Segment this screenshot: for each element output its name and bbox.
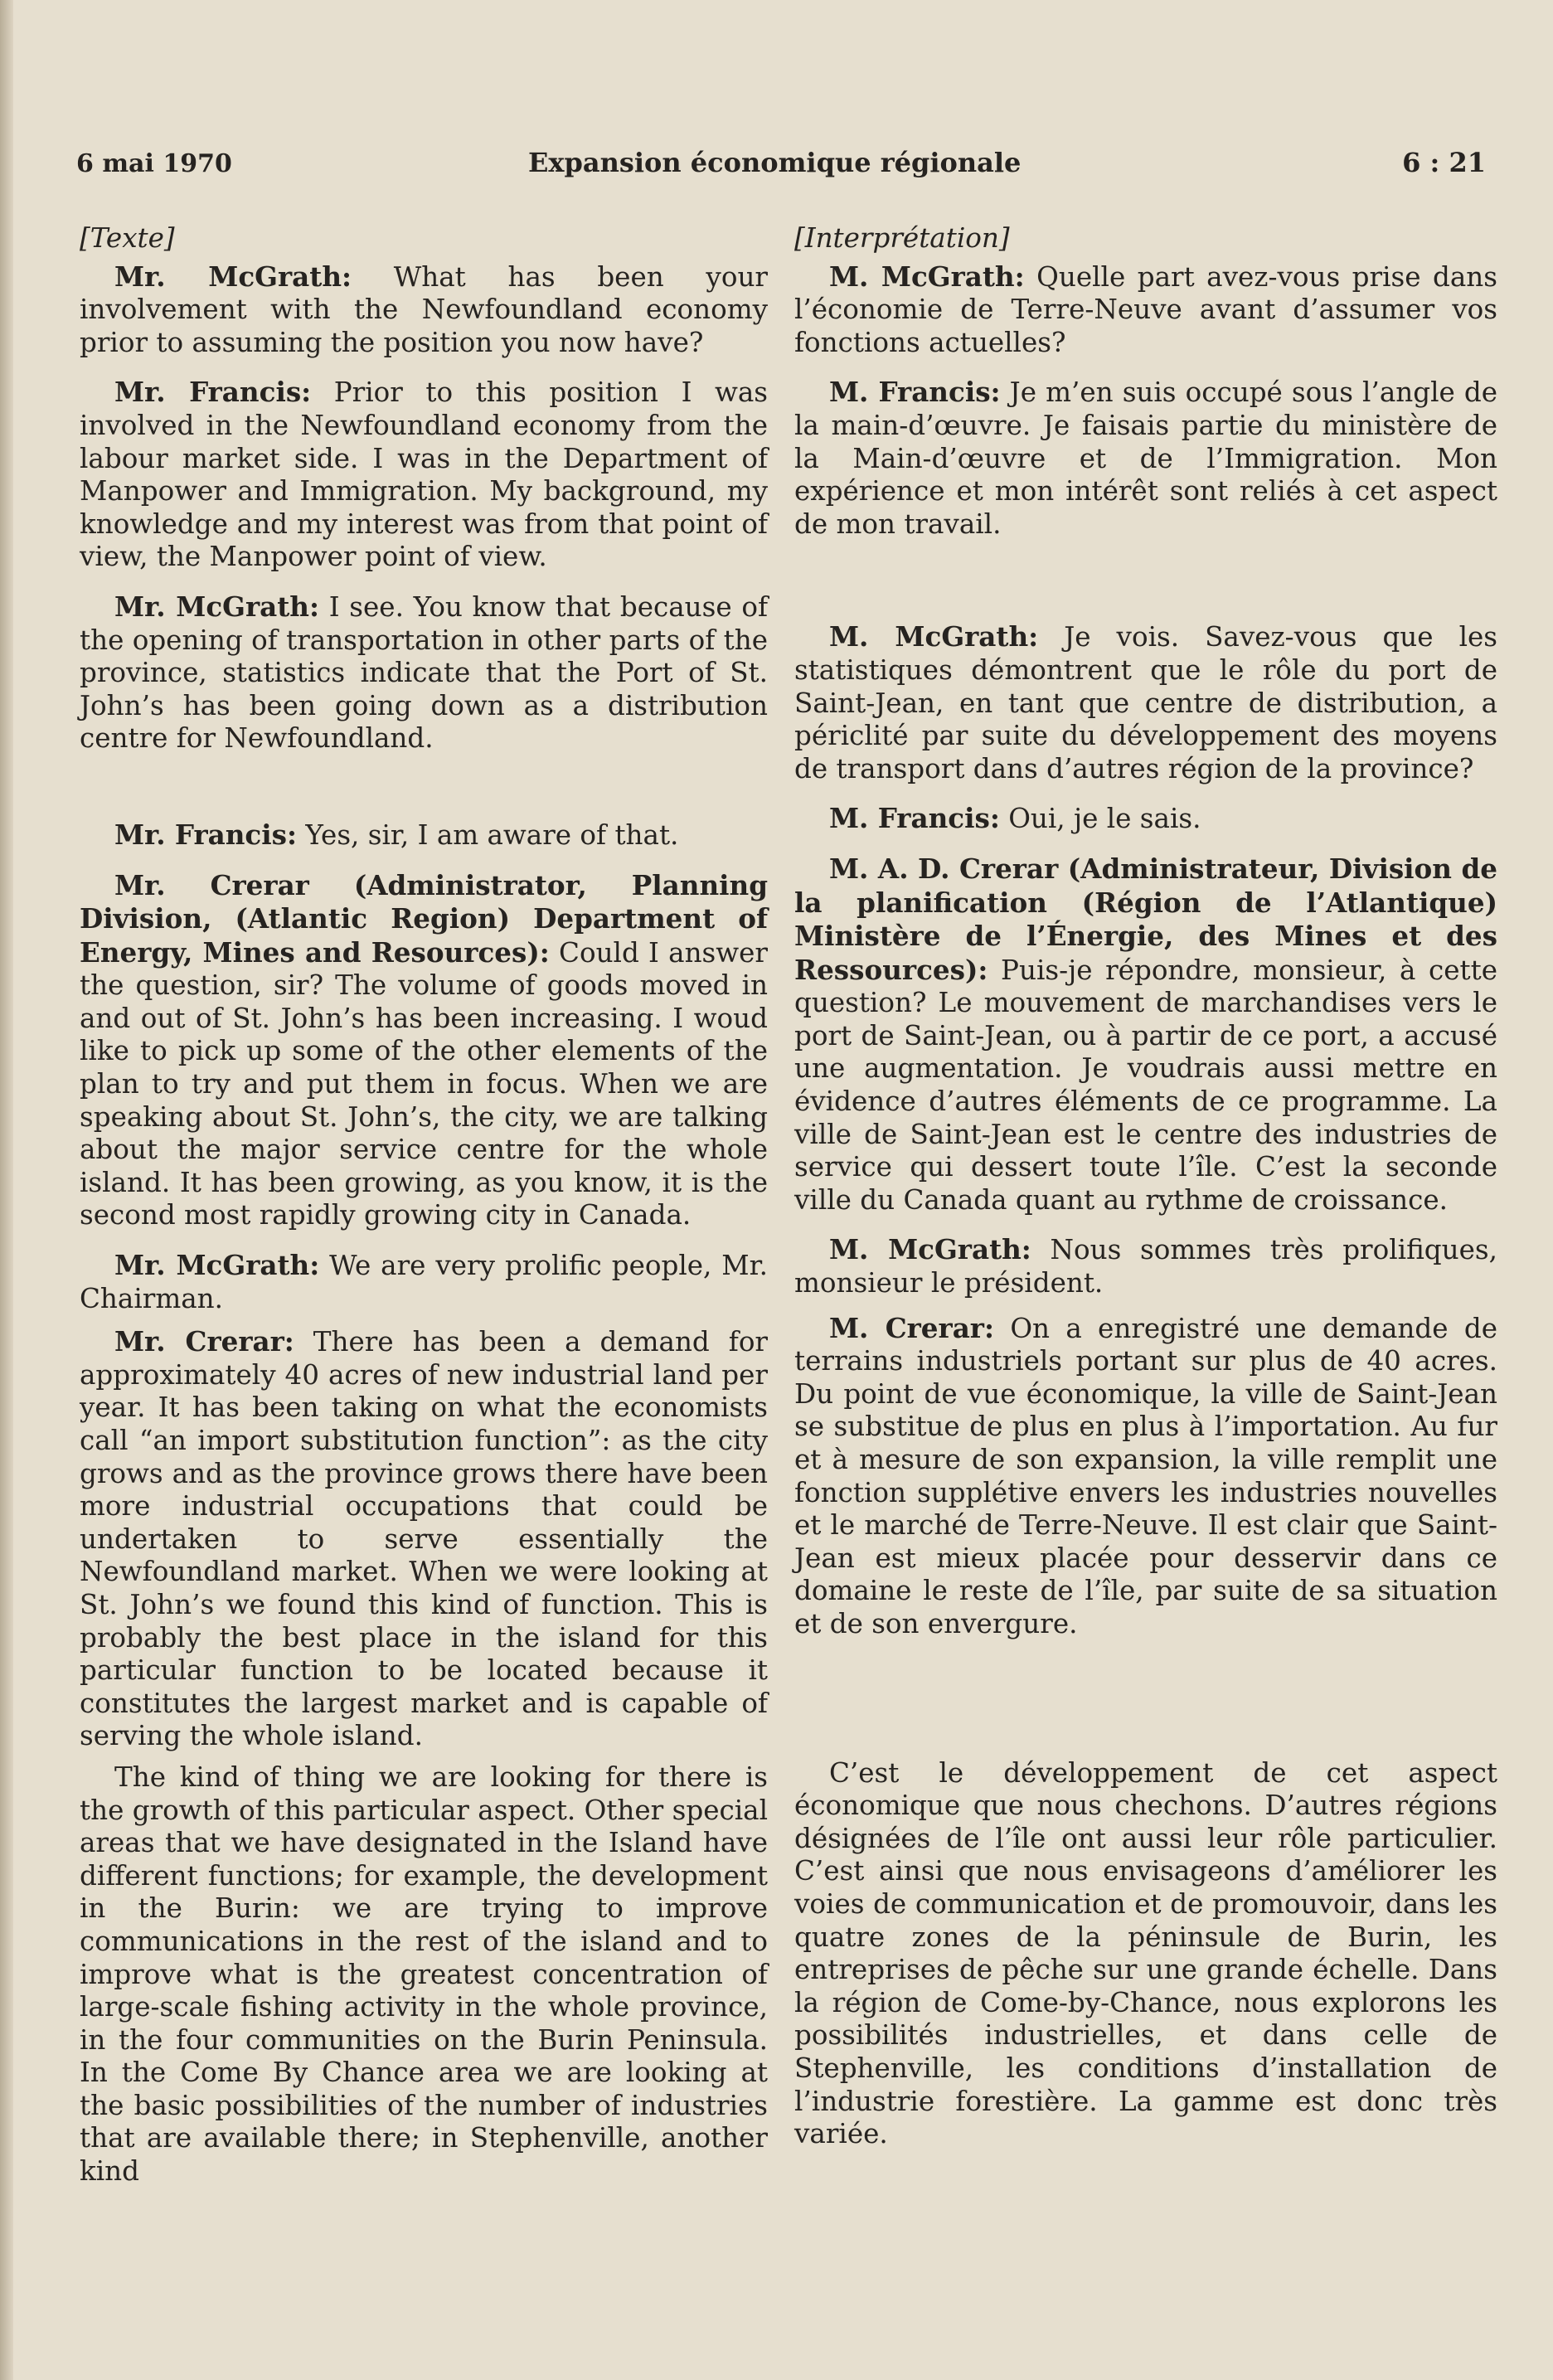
english-column	[80, 222, 768, 2203]
english-paragraph	[80, 260, 768, 360]
speaker-name: Mr. McGrath:	[114, 260, 352, 293]
french-paragraph	[794, 1757, 1497, 2151]
paragraph-text: Nous sommes très prolifiques, monsieur le président.	[794, 1234, 1498, 1299]
speaker-name: M. McGrath:	[829, 1233, 1031, 1266]
french-paragraph	[794, 260, 1497, 360]
english-paragraph	[80, 869, 768, 1233]
page-binding-edge	[0, 0, 13, 2380]
speaker-name: Mr. Francis:	[114, 818, 298, 851]
english-paragraph	[80, 376, 768, 574]
paragraph-text: What has been your involvement with the Newfoundland economy prior to assuming the position you now have?	[80, 260, 769, 358]
french-paragraph	[794, 376, 1497, 541]
speaker-name: Mr. McGrath:	[114, 590, 320, 623]
speaker-name: M. A. D. Crerar (Administrateur, Division de la planification (Région de l’Atlantique) Ministère de l’Énergie, des Mines et des Ressources):	[794, 852, 1497, 986]
paragraph-text: Quelle part avez-vous prise dans l’économie de Terre-Neuve avant d’assumer vos fonctions actuelles?	[794, 260, 1498, 358]
paragraph-text: Je vois. Savez-vous que les statistiques démontrent que le rôle du port de Saint-Jean, en tant que centre de distribution, a périclité par suite du développement des moyens de transport dans d’autres région de la province?	[794, 621, 1497, 784]
english-paragraph	[80, 1249, 768, 1315]
speaker-name: Mr. McGrath:	[114, 1249, 320, 1282]
english-paragraph	[80, 818, 768, 852]
paragraph-text: Je m’en suis occupé sous l’angle de la main-d’œuvre. Je faisais partie du ministère de la Main-d’œuvre et de l’Immigration. Mon expérience et mon intérêt sont reliés à cet aspect de mon travail.	[794, 376, 1498, 540]
paragraph-text: We are very prolific people, Mr. Chairman.	[80, 1250, 768, 1314]
paragraph-text: Yes, sir, I am aware of that.	[297, 818, 679, 851]
french-paragraph	[794, 852, 1497, 1217]
english-paragraph	[80, 1761, 768, 2188]
french-paragraph	[794, 620, 1497, 785]
header-page-number: 6 : 21	[1402, 147, 1486, 178]
speaker-name: M. McGrath:	[829, 260, 1025, 293]
speaker-name: M. McGrath:	[829, 620, 1039, 653]
speaker-name: M. Francis:	[829, 376, 1001, 409]
paragraph-text: Puis-je répondre, monsieur, à cette question? Le mouvement de marchandises vers le port de Saint-Jean, ou à partir de ce port, a accusé une augmentation. Je voudrais aussi mettre en évidence d’autres éléments de ce programme. La ville de Saint-Jean est le centre des industries de service qui dessert toute l’île. C’est la seconde ville du Canada quant au rythme de croissance.	[794, 954, 1497, 1216]
header-date: 6 mai 1970	[76, 149, 232, 178]
paragraph-text: Prior to this position I was involved in the Newfoundland economy from the labour market side. I was in the Department of Manpower and Immigration. My background, my knowledge and my interest was from that point of view, the Manpower point of view.	[80, 376, 768, 573]
english-paragraph	[80, 1325, 768, 1753]
french-column	[794, 222, 1497, 2166]
paragraph-text: On a enregistré une demande de terrains industriels portant sur plus de 40 acres. Du point de vue économique, la ville de Saint-Jean se substitue de plus en plus à l’importation. Au fur et à mesure de son expansion, la ville remplit une fonction supplétive envers les industries nouvelles et le marché de Terre-Neuve. Il est clair que Saint-Jean est mieux placée pour desservir dans ce domaine le reste de l’île, par suite de sa situation et de son envergure.	[794, 1312, 1497, 1639]
french-paragraph	[794, 1312, 1497, 1641]
paragraph-text: I see. You know that because of the opening of transportation in other parts of the province, statistics indicate that the Port of St. John’s has been going down as a distribution centre for Newfoundland.	[80, 590, 769, 755]
paragraph-text: C’est le développement de cet aspect économique que nous chechons. D’autres régions désignées de l’île ont aussi leur rôle particulier. C’est ainsi que nous envisageons d’améliorer les voies de communication et de promouvoir, dans les quatre zones de la péninsule de Burin, les entreprises de pêche sur une grande échelle. Dans la région de Come-by-Chance, nous explorons les possibilités industrielles, et dans celle de Stephenville, les conditions d’installation de l’industrie forestière. La gamme est donc très variée.	[794, 1756, 1497, 2150]
paragraph-text: Oui, je le sais.	[999, 803, 1201, 835]
speaker-name: Mr. Francis:	[114, 376, 312, 409]
paragraph-text: The kind of thing we are looking for there is the growth of this particular aspect. Other special areas that we have designated in the Island have different functions; for example, the development in the Burin: we are trying to improve communications in the rest of the island and to improve what is the greatest concentration of large-scale fishing activity in the whole province, in the four communities on the Burin Peninsula. In the Come By Chance area we are looking at the basic possibilities of the number of industries that are available there; in Stephenville, another kind	[80, 1761, 768, 2188]
speaker-name: Mr. Crerar:	[114, 1325, 294, 1358]
paragraph-text: There has been a demand for approximately 40 acres of new industrial land per year. It has been taking on what the economists call “an import substitution function”: as the city grows and as the province grows there have been more industrial occupations that could be undertaken to serve essentially the Newfoundland market. When we were looking at St. John’s we found this kind of function. This is probably the best place in the island for this particular function to be located because it constitutes the largest market and is capable of serving the whole island.	[80, 1326, 768, 1752]
french-paragraph	[794, 1233, 1497, 1299]
english-paragraph	[80, 590, 768, 755]
speaker-name: M. Crerar:	[829, 1311, 994, 1344]
speaker-name: M. Francis:	[829, 802, 1000, 835]
french-section-tag: [Interprétation]	[794, 222, 1010, 254]
speaker-name: Mr. Crerar (Administrator, Planning Division, (Atlantic Region) Department of Energy, Mines and Resources):	[80, 868, 768, 969]
english-section-tag: [Texte]	[80, 222, 175, 254]
paragraph-text: Could I answer the question, sir? The volume of goods moved in and out of St. John’s has been increasing. I woud like to pick up some of the other elements of the plan to try and put them in focus. When we are speaking about St. John’s, the city, we are talking about the major service centre for the whole island. It has been growing, as you know, it is the second most rapidly growing city in Canada.	[80, 936, 769, 1231]
header-title: Expansion économique régionale	[528, 147, 1022, 178]
french-paragraph	[794, 802, 1497, 836]
page-header	[76, 149, 1486, 191]
